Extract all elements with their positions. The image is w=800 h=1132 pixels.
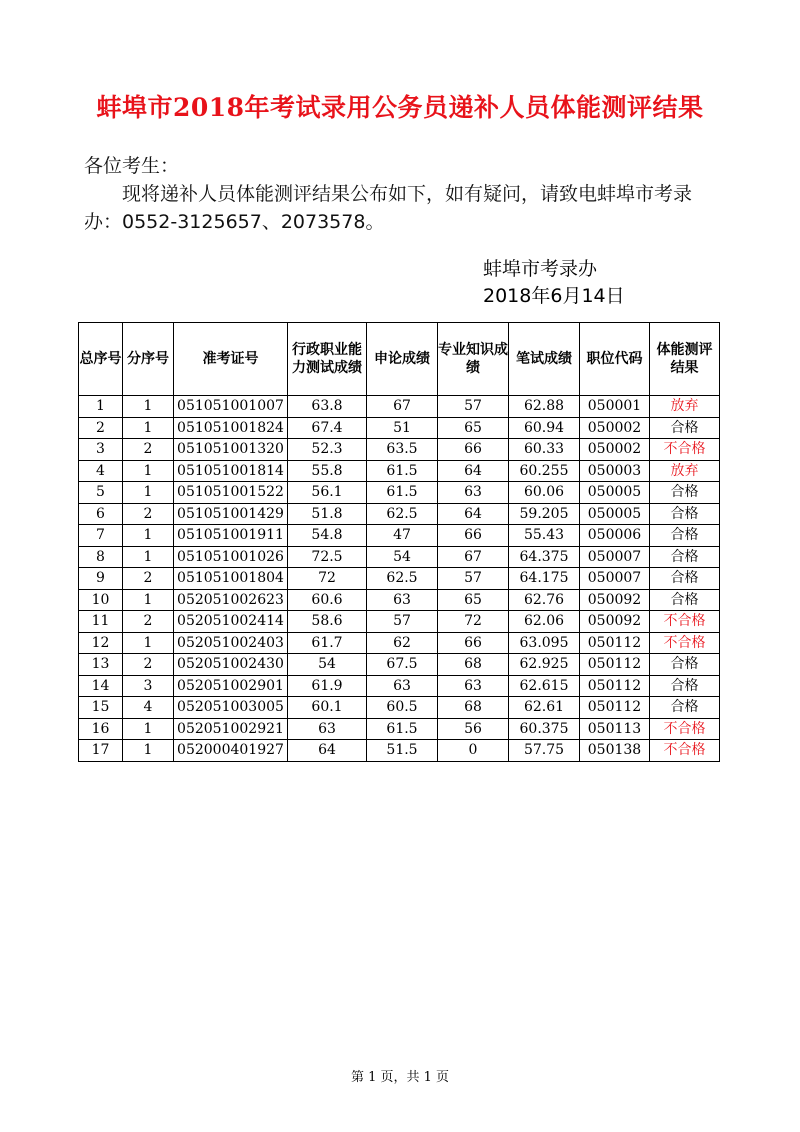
table-cell: 61.5 — [367, 482, 438, 504]
table-cell: 3 — [79, 439, 123, 461]
table-cell: 050113 — [580, 718, 650, 740]
result-cell: 放弃 — [650, 396, 720, 418]
table-cell: 051051001522 — [174, 482, 288, 504]
table-cell: 54.8 — [288, 525, 367, 547]
table-cell: 1 — [123, 740, 174, 762]
table-cell: 16 — [79, 718, 123, 740]
table-cell: 2 — [123, 654, 174, 676]
table-row — [79, 632, 720, 654]
table-cell: 051051001320 — [174, 439, 288, 461]
result-cell: 合格 — [650, 546, 720, 568]
result-cell: 合格 — [650, 525, 720, 547]
table-cell: 10 — [79, 589, 123, 611]
table-cell: 60.375 — [509, 718, 580, 740]
table-row — [79, 503, 720, 525]
table-cell: 60.06 — [509, 482, 580, 504]
table-cell: 052000401927 — [174, 740, 288, 762]
table-cell: 1 — [123, 460, 174, 482]
table-cell: 050006 — [580, 525, 650, 547]
table-cell: 051051001429 — [174, 503, 288, 525]
table-row — [79, 482, 720, 504]
table-cell: 63 — [288, 718, 367, 740]
table-cell: 65 — [438, 417, 509, 439]
table-cell: 63 — [438, 675, 509, 697]
table-cell: 4 — [123, 697, 174, 719]
table-cell: 050005 — [580, 482, 650, 504]
table-cell: 64 — [288, 740, 367, 762]
table-cell: 12 — [79, 632, 123, 654]
result-cell: 合格 — [650, 482, 720, 504]
table-cell: 58.6 — [288, 611, 367, 633]
table-cell: 60.5 — [367, 697, 438, 719]
table-cell: 4 — [79, 460, 123, 482]
table-cell: 65 — [438, 589, 509, 611]
table-cell: 68 — [438, 697, 509, 719]
table-header-row — [79, 323, 720, 396]
table-cell: 67 — [367, 396, 438, 418]
table-cell: 62.61 — [509, 697, 580, 719]
table-cell: 62.88 — [509, 396, 580, 418]
table-cell: 050092 — [580, 611, 650, 633]
table-cell: 57 — [438, 396, 509, 418]
table-cell: 66 — [438, 525, 509, 547]
table-cell: 9 — [79, 568, 123, 590]
table-row — [79, 611, 720, 633]
table-cell: 60.255 — [509, 460, 580, 482]
signature-date: 2018年6月14日 — [483, 285, 625, 307]
table-cell: 63 — [367, 589, 438, 611]
table-row — [79, 568, 720, 590]
table-cell: 62.06 — [509, 611, 580, 633]
table-cell: 1 — [123, 482, 174, 504]
table-cell: 2 — [123, 611, 174, 633]
table-cell: 61.9 — [288, 675, 367, 697]
result-cell: 合格 — [650, 417, 720, 439]
table-cell: 59.205 — [509, 503, 580, 525]
table-cell: 62.615 — [509, 675, 580, 697]
result-cell: 合格 — [650, 697, 720, 719]
table-row — [79, 589, 720, 611]
table-cell: 67 — [438, 546, 509, 568]
table-cell: 64 — [438, 503, 509, 525]
column-header: 准考证号 — [174, 323, 288, 396]
table-cell: 2 — [123, 568, 174, 590]
table-cell: 55.43 — [509, 525, 580, 547]
signature-org: 蚌埠市考录办 — [483, 258, 598, 280]
table-cell: 68 — [438, 654, 509, 676]
table-cell: 050112 — [580, 697, 650, 719]
table-row — [79, 740, 720, 762]
result-cell: 不合格 — [650, 718, 720, 740]
table-cell: 57 — [438, 568, 509, 590]
table-cell: 052051002623 — [174, 589, 288, 611]
table-cell: 54 — [367, 546, 438, 568]
table-cell: 66 — [438, 439, 509, 461]
table-cell: 050002 — [580, 417, 650, 439]
table-cell: 050001 — [580, 396, 650, 418]
column-header: 笔试成绩 — [509, 323, 580, 396]
table-cell: 55.8 — [288, 460, 367, 482]
table-row — [79, 546, 720, 568]
table-cell: 1 — [123, 589, 174, 611]
table-cell: 2 — [79, 417, 123, 439]
column-header: 职位代码 — [580, 323, 650, 396]
table-cell: 050005 — [580, 503, 650, 525]
table-cell: 51.5 — [367, 740, 438, 762]
result-cell: 合格 — [650, 675, 720, 697]
table-cell: 63.5 — [367, 439, 438, 461]
table-cell: 64.175 — [509, 568, 580, 590]
table-cell: 0 — [438, 740, 509, 762]
table-cell: 64 — [438, 460, 509, 482]
table-cell: 63.095 — [509, 632, 580, 654]
table-cell: 60.33 — [509, 439, 580, 461]
table-cell: 8 — [79, 546, 123, 568]
table-cell: 050007 — [580, 546, 650, 568]
table-cell: 62.5 — [367, 503, 438, 525]
table-cell: 052051002430 — [174, 654, 288, 676]
table-cell: 051051001804 — [174, 568, 288, 590]
table-cell: 62 — [367, 632, 438, 654]
table-cell: 14 — [79, 675, 123, 697]
table-cell: 56.1 — [288, 482, 367, 504]
table-cell: 51 — [367, 417, 438, 439]
table-cell: 050007 — [580, 568, 650, 590]
table-cell: 051051001007 — [174, 396, 288, 418]
table-row — [79, 460, 720, 482]
table-cell: 050003 — [580, 460, 650, 482]
table-cell: 60.6 — [288, 589, 367, 611]
table-cell: 57.75 — [509, 740, 580, 762]
page-footer: 第 1 页，共 1 页 — [350, 1070, 450, 1085]
table-row — [79, 417, 720, 439]
table-cell: 052051002921 — [174, 718, 288, 740]
table-cell: 1 — [123, 417, 174, 439]
table-cell: 3 — [123, 675, 174, 697]
page-title: 蚌埠市2018年考试录用公务员递补人员体能测评结果 — [96, 93, 704, 122]
table-cell: 17 — [79, 740, 123, 762]
table-cell: 6 — [79, 503, 123, 525]
table-cell: 051051001824 — [174, 417, 288, 439]
table-cell: 050112 — [580, 632, 650, 654]
table-cell: 052051002414 — [174, 611, 288, 633]
table-body — [79, 396, 720, 762]
table-cell: 63.8 — [288, 396, 367, 418]
table-cell: 56 — [438, 718, 509, 740]
table-cell: 2 — [123, 503, 174, 525]
table-cell: 60.1 — [288, 697, 367, 719]
table-cell: 63 — [438, 482, 509, 504]
table-cell: 050112 — [580, 654, 650, 676]
notice-body: 现将递补人员体能测评结果公布如下，如有疑问，请致电蚌埠市考录办：0552-3125657、2073578。 — [84, 183, 693, 233]
table-cell: 57 — [367, 611, 438, 633]
table-cell: 67.4 — [288, 417, 367, 439]
table-cell: 61.5 — [367, 460, 438, 482]
result-cell: 不合格 — [650, 740, 720, 762]
table-cell: 67.5 — [367, 654, 438, 676]
notice-greeting: 各位考生： — [84, 155, 180, 177]
table-cell: 051051001911 — [174, 525, 288, 547]
table-cell: 051051001026 — [174, 546, 288, 568]
results-table — [78, 322, 720, 762]
result-cell: 合格 — [650, 654, 720, 676]
notice-text — [84, 152, 724, 236]
table-cell: 62.5 — [367, 568, 438, 590]
table-cell: 51.8 — [288, 503, 367, 525]
table-cell: 1 — [123, 718, 174, 740]
table-row — [79, 439, 720, 461]
table-cell: 54 — [288, 654, 367, 676]
table-cell: 052051002403 — [174, 632, 288, 654]
table-cell: 63 — [367, 675, 438, 697]
table-cell: 2 — [123, 439, 174, 461]
table-row — [79, 396, 720, 418]
table-cell: 050092 — [580, 589, 650, 611]
table-cell: 66 — [438, 632, 509, 654]
table-row — [79, 675, 720, 697]
table-cell: 1 — [123, 546, 174, 568]
table-cell: 13 — [79, 654, 123, 676]
table-cell: 64.375 — [509, 546, 580, 568]
table-row — [79, 697, 720, 719]
table-cell: 11 — [79, 611, 123, 633]
result-cell: 合格 — [650, 589, 720, 611]
table-cell: 052051003005 — [174, 697, 288, 719]
column-header: 分序号 — [123, 323, 174, 396]
table-cell: 62.925 — [509, 654, 580, 676]
column-header: 体能测评结果 — [650, 323, 720, 396]
table-cell: 52.3 — [288, 439, 367, 461]
result-cell: 不合格 — [650, 439, 720, 461]
column-header: 专业知识成绩 — [438, 323, 509, 396]
table-cell: 052051002901 — [174, 675, 288, 697]
table-row — [79, 718, 720, 740]
signature-block — [483, 256, 625, 310]
table-cell: 60.94 — [509, 417, 580, 439]
table-cell: 72.5 — [288, 546, 367, 568]
table-cell: 050138 — [580, 740, 650, 762]
result-cell: 不合格 — [650, 611, 720, 633]
column-header: 行政职业能力测试成绩 — [288, 323, 367, 396]
table-cell: 050002 — [580, 439, 650, 461]
table-row — [79, 525, 720, 547]
table-cell: 72 — [288, 568, 367, 590]
table-cell: 1 — [79, 396, 123, 418]
table-cell: 1 — [123, 632, 174, 654]
table-cell: 72 — [438, 611, 509, 633]
table-cell: 7 — [79, 525, 123, 547]
table-cell: 62.76 — [509, 589, 580, 611]
table-cell: 1 — [123, 396, 174, 418]
table-cell: 47 — [367, 525, 438, 547]
result-cell: 合格 — [650, 503, 720, 525]
table-row — [79, 654, 720, 676]
table-cell: 5 — [79, 482, 123, 504]
table-cell: 050112 — [580, 675, 650, 697]
table-cell: 61.7 — [288, 632, 367, 654]
table-cell: 15 — [79, 697, 123, 719]
table-cell: 051051001814 — [174, 460, 288, 482]
result-cell: 不合格 — [650, 632, 720, 654]
result-cell: 合格 — [650, 568, 720, 590]
column-header: 总序号 — [79, 323, 123, 396]
table-cell: 1 — [123, 525, 174, 547]
table-cell: 61.5 — [367, 718, 438, 740]
result-cell: 放弃 — [650, 460, 720, 482]
column-header: 申论成绩 — [367, 323, 438, 396]
